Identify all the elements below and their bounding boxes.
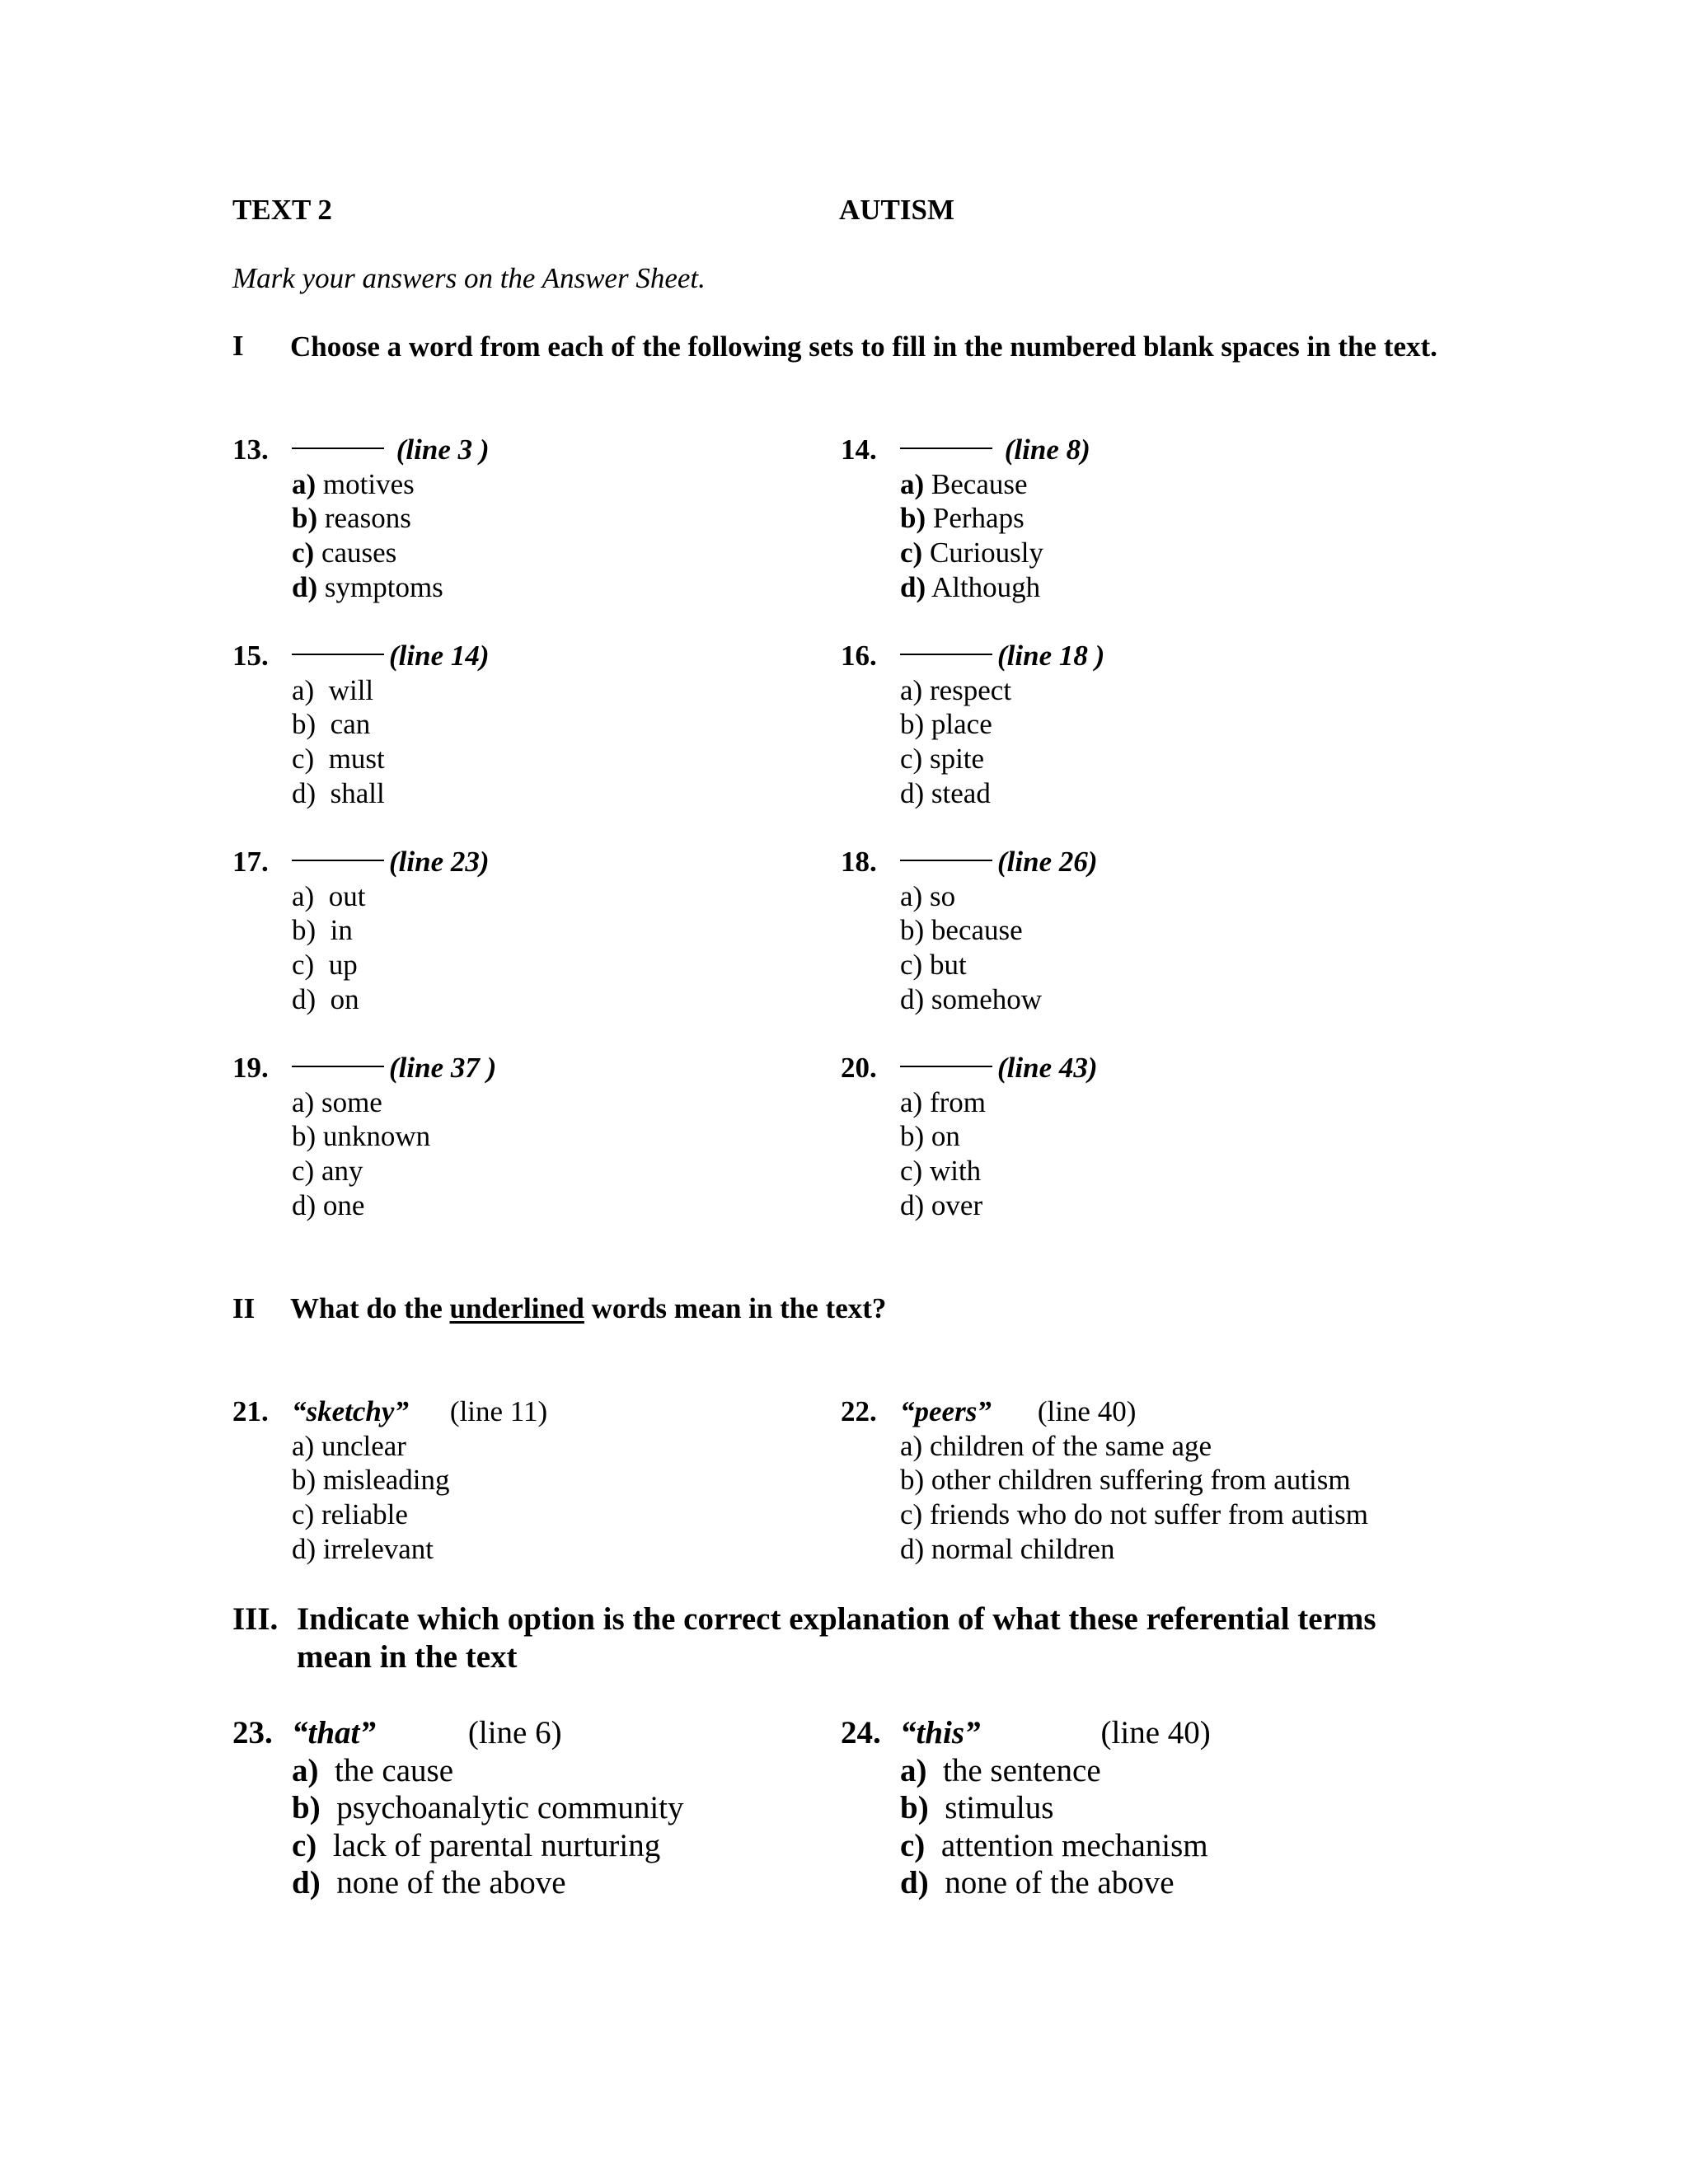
- option-d[interactable]: d) Although: [900, 570, 1041, 603]
- option-a[interactable]: a) unclear: [292, 1429, 406, 1462]
- line-reference: (line 23): [389, 846, 490, 878]
- option-d[interactable]: d) none of the above: [292, 1865, 566, 1900]
- target-word: “peers”: [900, 1395, 992, 1427]
- target-word: “that”: [292, 1715, 376, 1750]
- text-number-heading: TEXT 2: [232, 194, 332, 226]
- option-b[interactable]: b) can: [292, 708, 371, 741]
- blank-line: [900, 860, 992, 861]
- target-word: “sketchy”: [292, 1395, 409, 1427]
- question-number: 16.: [841, 640, 877, 672]
- line-reference: (line 8): [1004, 434, 1090, 466]
- option-b[interactable]: b) psychoanalytic community: [292, 1790, 684, 1825]
- option-d[interactable]: d) normal children: [900, 1532, 1115, 1565]
- option-a[interactable]: a) some: [292, 1085, 382, 1118]
- option-b[interactable]: b) Perhaps: [900, 502, 1025, 535]
- option-b[interactable]: b) reasons: [292, 502, 411, 535]
- line-reference: (line 6): [467, 1715, 562, 1750]
- option-a[interactable]: a) so: [900, 879, 956, 912]
- option-c[interactable]: c) causes: [292, 537, 397, 569]
- option-c[interactable]: c) must: [292, 743, 385, 776]
- question-number: 15.: [232, 640, 269, 672]
- section-3-instruction: Indicate which option is the correct explanation of what these referential terms mean in the text: [297, 1601, 1376, 1675]
- option-c[interactable]: c) lack of parental nurturing: [292, 1827, 661, 1863]
- text-title-heading: AUTISM: [839, 194, 955, 226]
- option-c[interactable]: c) with: [900, 1155, 982, 1188]
- option-d[interactable]: d) irrelevant: [292, 1532, 434, 1565]
- option-c[interactable]: c) any: [292, 1155, 363, 1188]
- blank-line: [292, 860, 384, 861]
- option-c[interactable]: c) attention mechanism: [900, 1827, 1208, 1863]
- question-number: 20.: [841, 1052, 877, 1084]
- line-reference: (line 26): [997, 846, 1098, 878]
- line-reference: (line 40): [1037, 1395, 1137, 1427]
- option-b[interactable]: b) in: [292, 914, 353, 947]
- option-c[interactable]: c) spite: [900, 743, 985, 776]
- option-a[interactable]: a) children of the same age: [900, 1429, 1212, 1462]
- blank-line: [900, 448, 992, 449]
- line-reference: (line 11): [449, 1395, 548, 1427]
- line-reference: (line 40): [1100, 1715, 1211, 1750]
- line-reference: (line 14): [389, 640, 490, 672]
- blank-line: [900, 1066, 992, 1067]
- option-d[interactable]: d) shall: [292, 776, 385, 809]
- section-1-instruction: Choose a word from each of the following sets to fill in the numbered blank spaces in the text.: [290, 330, 1437, 363]
- underlined-word: underlined: [449, 1292, 584, 1324]
- option-d[interactable]: d) symptoms: [292, 570, 443, 603]
- question-number: 17.: [232, 846, 269, 878]
- section-3-numeral: III.: [232, 1601, 279, 1637]
- option-c[interactable]: c) but: [900, 949, 967, 982]
- option-b[interactable]: b) place: [900, 708, 992, 741]
- option-a[interactable]: a) respect: [900, 673, 1012, 706]
- blank-line: [292, 1066, 384, 1067]
- option-c[interactable]: c) friends who do not suffer from autism: [900, 1498, 1368, 1531]
- option-d[interactable]: d) somehow: [900, 982, 1043, 1015]
- answer-sheet-instruction: Mark your answers on the Answer Sheet.: [232, 262, 706, 294]
- option-b[interactable]: b) stimulus: [900, 1790, 1054, 1825]
- section-2-instruction: What do the underlined words mean in the text?: [290, 1292, 887, 1324]
- line-reference: (line 3 ): [396, 434, 490, 466]
- option-d[interactable]: d) none of the above: [900, 1865, 1175, 1900]
- option-c[interactable]: c) up: [292, 949, 358, 982]
- blank-line: [292, 654, 384, 655]
- option-d[interactable]: d) over: [900, 1188, 983, 1221]
- option-a[interactable]: a) motives: [292, 467, 415, 500]
- option-b[interactable]: b) misleading: [292, 1464, 450, 1497]
- option-d[interactable]: d) stead: [900, 776, 991, 809]
- option-b[interactable]: b) other children suffering from autism: [900, 1464, 1351, 1497]
- section-1-numeral: I: [232, 330, 244, 362]
- question-number: 23.: [232, 1715, 273, 1750]
- option-c[interactable]: c) reliable: [292, 1498, 408, 1531]
- line-reference: (line 37 ): [389, 1052, 497, 1084]
- line-reference: (line 43): [997, 1052, 1098, 1084]
- option-a[interactable]: a) Because: [900, 467, 1028, 500]
- option-a[interactable]: a) the cause: [292, 1752, 454, 1788]
- option-a[interactable]: a) from: [900, 1085, 986, 1118]
- question-number: 19.: [232, 1052, 269, 1084]
- blank-line: [292, 448, 384, 449]
- question-number: 13.: [232, 434, 269, 466]
- section-2-numeral: II: [232, 1292, 256, 1324]
- option-c[interactable]: c) Curiously: [900, 537, 1044, 569]
- question-number: 18.: [841, 846, 877, 878]
- option-d[interactable]: d) on: [292, 982, 359, 1015]
- option-a[interactable]: a) the sentence: [900, 1752, 1101, 1788]
- blank-line: [900, 654, 992, 655]
- question-number: 22.: [841, 1395, 877, 1427]
- option-b[interactable]: b) on: [900, 1120, 960, 1153]
- option-b[interactable]: b) because: [900, 914, 1023, 947]
- question-number: 14.: [841, 434, 877, 466]
- question-number: 24.: [841, 1715, 881, 1750]
- target-word: “this”: [900, 1715, 981, 1750]
- option-b[interactable]: b) unknown: [292, 1120, 431, 1153]
- option-a[interactable]: a) will: [292, 673, 374, 706]
- line-reference: (line 18 ): [997, 640, 1105, 672]
- option-a[interactable]: a) out: [292, 879, 366, 912]
- option-d[interactable]: d) one: [292, 1188, 365, 1221]
- question-number: 21.: [232, 1395, 269, 1427]
